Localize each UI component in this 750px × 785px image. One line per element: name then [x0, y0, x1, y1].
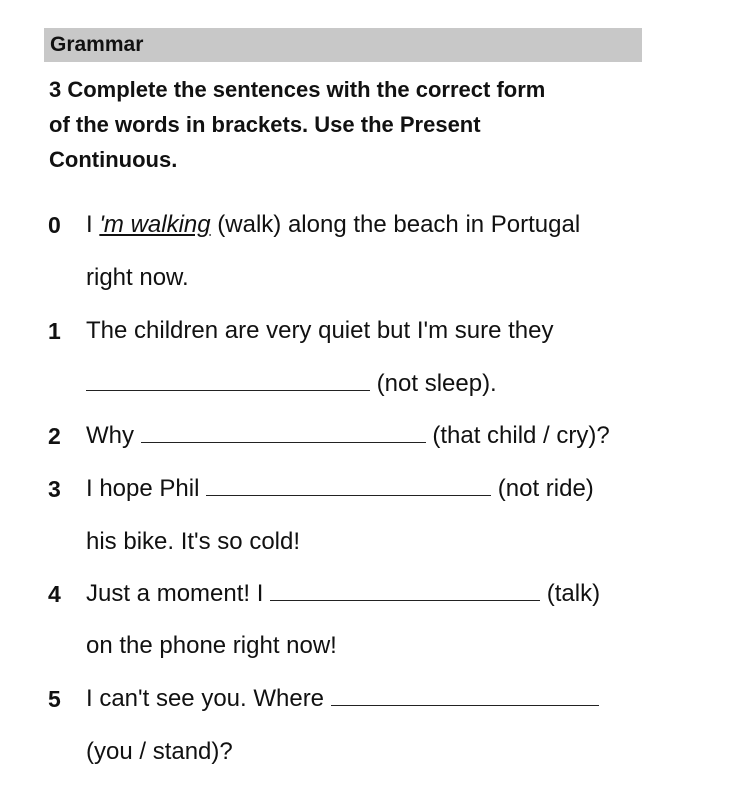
item-number: 5	[48, 686, 61, 712]
item-number: 4	[48, 581, 61, 607]
answer-blank[interactable]	[331, 685, 599, 706]
answer-blank[interactable]	[141, 422, 426, 443]
answer-blank[interactable]	[270, 580, 540, 601]
item-text: I can't see you. Where	[86, 685, 331, 712]
item-text: (walk) along the beach in Portugal	[210, 211, 581, 238]
item-line	[86, 422, 610, 450]
item-number: 3	[48, 476, 61, 502]
item-text: Why	[86, 422, 141, 449]
verb-cue: (not ride)	[491, 475, 594, 502]
instructions-line-2: of the words in brackets. Use the Present	[49, 112, 481, 137]
item-text: The children are very quiet but I'm sure they	[86, 317, 554, 344]
instructions-line-1: 3 Complete the sentences with the correct form	[49, 77, 546, 102]
exercise-instructions	[49, 72, 649, 177]
item-continuation: right now.	[86, 264, 189, 291]
verb-cue: (not sleep).	[370, 370, 497, 397]
item-continuation: (you / stand)?	[86, 738, 233, 765]
item-text: I	[86, 211, 100, 238]
verb-cue: (talk)	[540, 580, 601, 607]
item-line	[86, 370, 497, 398]
instructions-line-3: Continuous.	[49, 147, 178, 172]
item-number: 1	[48, 318, 61, 344]
item-continuation: on the phone right now!	[86, 632, 337, 659]
item-continuation: his bike. It's so cold!	[86, 528, 301, 555]
item-text: I hope Phil	[86, 475, 207, 502]
example-answer: 'm walking	[99, 211, 211, 238]
item-text: Just a moment! I	[86, 580, 271, 607]
section-title: Grammar	[50, 33, 144, 56]
section-header	[44, 28, 642, 62]
verb-cue: (that child / cry)?	[425, 422, 610, 449]
item-line	[86, 685, 599, 713]
item-number: 2	[48, 423, 61, 449]
item-line	[86, 475, 594, 503]
answer-blank[interactable]	[206, 475, 491, 496]
answer-blank[interactable]	[86, 370, 370, 391]
item-line	[86, 580, 600, 608]
item-line	[86, 211, 580, 239]
item-number: 0	[48, 212, 61, 238]
